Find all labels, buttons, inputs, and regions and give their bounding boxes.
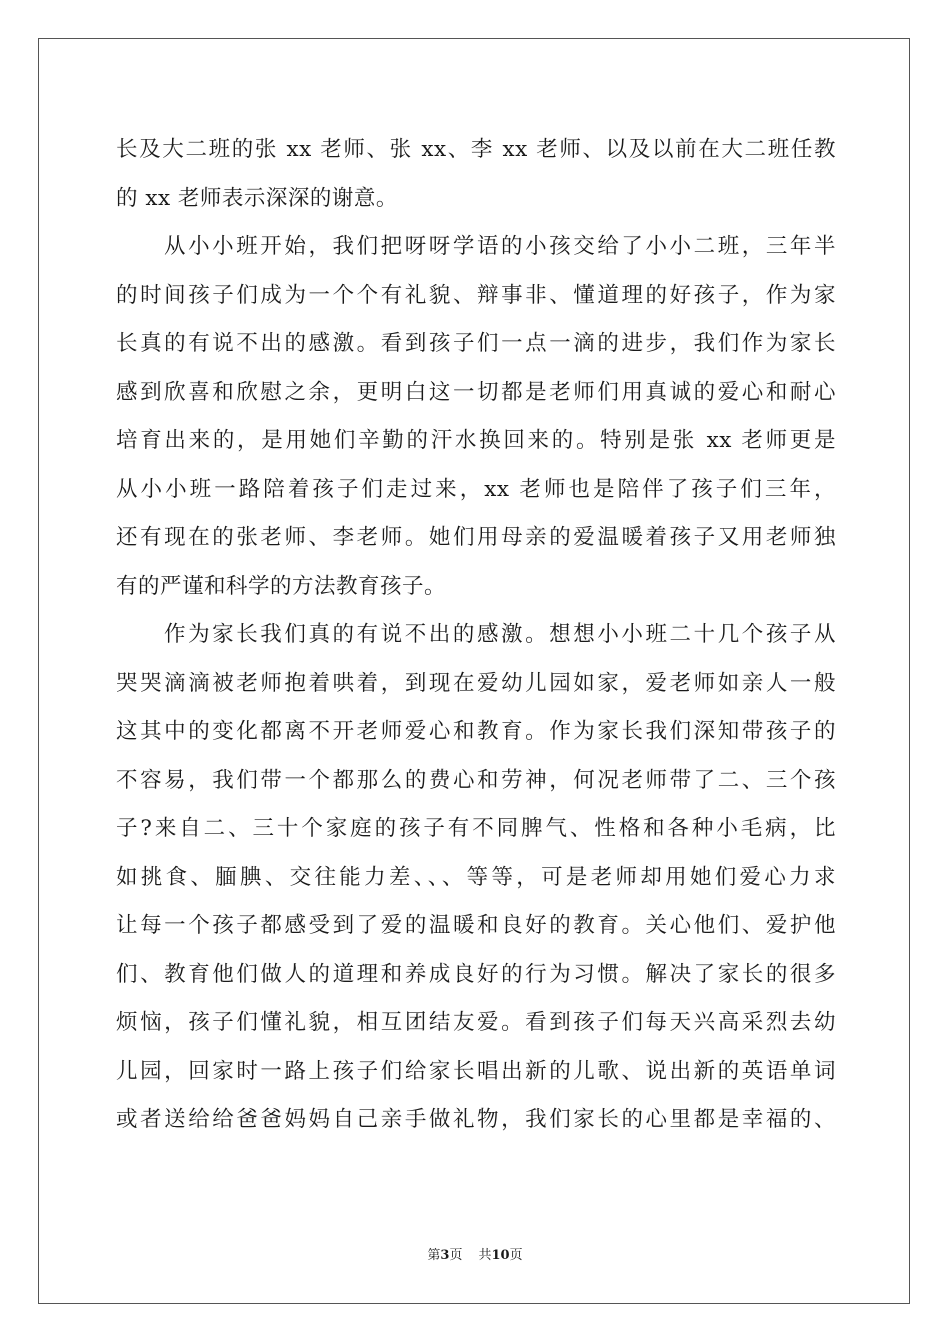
total-suffix: 页	[509, 1248, 523, 1263]
text-line: 让每一个孩子都感受到了爱的温暖和良好的教育。关心他们、爱护他	[116, 913, 836, 938]
text-line: 子?来自二、三十个家庭的孩子有不同脾气、性格和各种小毛病，比	[116, 816, 836, 841]
paragraph-first-line: 从小小班开始，我们把呀呀学语的小孩交给了小小二班，三年半	[164, 234, 836, 259]
page-footer	[0, 1248, 950, 1264]
text-line: 哭哭滴滴被老师抱着哄着，到现在爱幼儿园如家，爱老师如亲人一般	[116, 670, 836, 696]
text-line: 们、教育他们做人的道理和养成良好的行为习惯。解决了家长的很多	[116, 961, 836, 987]
text-line: 或者送给给爸爸妈妈自己亲手做礼物，我们家长的心里都是幸福的、	[116, 1107, 836, 1132]
page-total: 10	[491, 1248, 510, 1263]
text-line: 烦恼，孩子们懂礼貌，相互团结友爱。看到孩子们每天兴高采烈去幼	[116, 1010, 836, 1035]
text-line: 还有现在的张老师、李老师。她们用母亲的爱温暖着孩子又用老师独	[116, 525, 836, 550]
text-line: 感到欣喜和欣慰之余，更明白这一切都是老师们用真诚的爱心和耐心	[116, 379, 836, 405]
text-line: 如挑食、腼腆、交往能力差、、、等等，可是老师却用她们爱心力求	[116, 864, 836, 890]
page-prefix: 第	[427, 1248, 441, 1263]
text-line: 长真的有说不出的感激。看到孩子们一点一滴的进步，我们作为家长	[116, 331, 836, 356]
paragraph-first-line: 作为家长我们真的有说不出的感激。想想小小班二十几个孩子从	[164, 622, 836, 647]
text-line: 的时间孩子们成为一个个有礼貌、辩事非、懂道理的好孩子，作为家	[116, 282, 836, 308]
page-current: 3	[440, 1248, 450, 1263]
text-line: 培育出来的，是用她们辛勤的汗水换回来的。特别是张 xx 老师更是	[116, 428, 836, 453]
text-line: 的 xx 老师表示深深的谢意。	[116, 185, 398, 211]
text-line: 有的严谨和科学的方法教育孩子。	[116, 573, 447, 599]
text-line: 儿园，回家时一路上孩子们给家长唱出新的儿歌、说出新的英语单词	[116, 1058, 836, 1084]
page-suffix: 页	[449, 1248, 463, 1263]
text-line: 长及大二班的张 xx 老师、张 xx、李 xx 老师、以及以前在大二班任教	[116, 137, 836, 162]
total-prefix: 共	[478, 1248, 492, 1263]
text-line: 这其中的变化都离不开老师爱心和教育。作为家长我们深知带孩子的	[116, 719, 836, 744]
text-line: 不容易，我们带一个都那么的费心和劳神，何况老师带了二、三个孩	[116, 767, 836, 793]
document-body	[116, 126, 836, 1145]
text-line: 从小小班一路陪着孩子们走过来，xx 老师也是陪伴了孩子们三年，	[116, 476, 836, 502]
